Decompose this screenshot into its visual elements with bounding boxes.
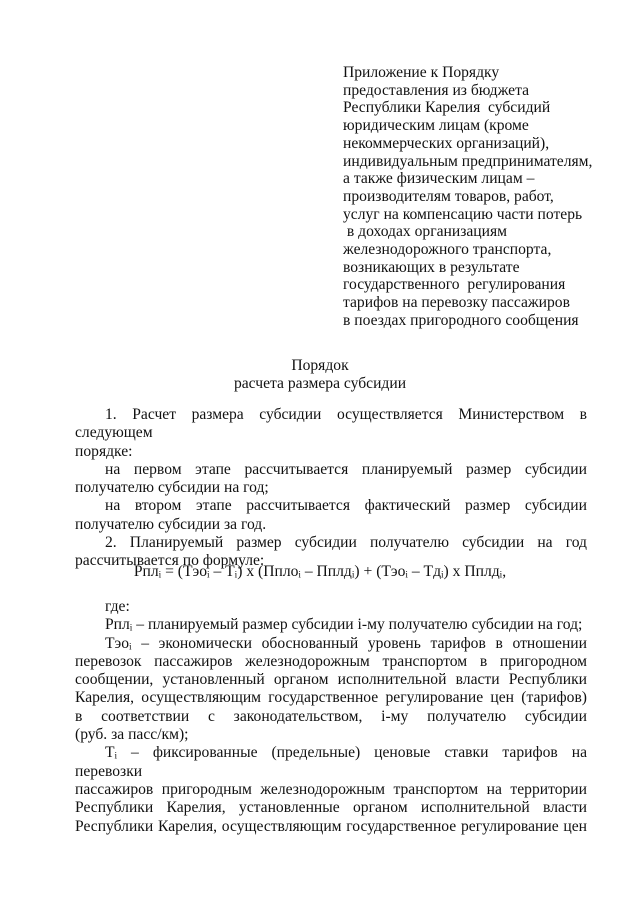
where-label: где: — [105, 598, 130, 615]
definition-t-line: Республики Карелия, установленные органом исполнительной власти — [75, 799, 587, 817]
appendix-line: производителям товаров, работ, — [343, 187, 554, 205]
definition-teo-line: (руб. за пасс/км); — [75, 726, 189, 744]
appendix-line: предоставления из бюджета — [343, 81, 529, 99]
paragraph-stage-1: на первом этапе рассчитывается планируемый размер субсидии — [105, 460, 587, 478]
definition-teo-line: сообщении, установленный органом исполнительной власти Республики — [75, 671, 587, 689]
appendix-line: юридическим лицам (кроме — [343, 117, 529, 135]
paragraph-stage-2-rest: получателю субсидии за год. — [75, 515, 267, 533]
appendix-line: услуг на компенсацию части потерь — [343, 205, 583, 223]
definition-t-line: Республики Карелия, осуществляющим государственное регулирование цен — [75, 817, 587, 835]
definition-teo: Тэоᵢ – экономически обоснованный уровень тарифов в отношении — [105, 634, 587, 652]
appendix-line: а также физическим лицам – — [343, 170, 535, 188]
definition-rpl: Рплᵢ – планируемый размер субсидии i-му получателю субсидии на год; — [105, 616, 583, 634]
definitions — [75, 598, 587, 836]
paragraph-1-line: 1. Расчет размера субсидии осуществляется Министерством в следующем — [75, 406, 587, 442]
document-subtitle: расчета размера субсидии — [233, 375, 407, 392]
section-procedure — [75, 406, 587, 571]
paragraph-stage-1-rest: получателю субсидии на год; — [75, 479, 269, 497]
formula: Рплᵢ = (Тэоᵢ – Тᵢ) х (Пплоᵢ – Пплдᵢ) + (Тэоᵢ – Тдᵢ) х Пплдᵢ, — [133, 563, 507, 580]
definition-teo-line: перевозок пассажиров железнодорожным транспортом в пригородном — [75, 652, 587, 670]
appendix-note — [343, 64, 623, 330]
paragraph-2-rest: рассчитывается по формуле: — [75, 552, 265, 570]
definition-teo-line: Карелия, осуществляющим государственное регулирование цен (тарифов) — [75, 689, 587, 707]
appendix-line: государственного регулирования — [343, 276, 566, 294]
appendix-line: железнодорожного транспорта, — [343, 241, 552, 259]
appendix-line: в доходах организациям — [343, 223, 508, 241]
paragraph-stage-2: на втором этапе рассчитывается фактический размер субсидии — [105, 497, 587, 515]
paragraph-1-rest: порядке: — [75, 442, 133, 460]
definition-t-line: пассажиров пригородным железнодорожным транспортом на территории — [75, 780, 587, 798]
appendix-line: индивидуальным предпринимателям, — [343, 152, 593, 170]
appendix-line: некоммерческих организаций), — [343, 134, 550, 152]
appendix-line: в поездах пригородного сообщения — [343, 311, 579, 329]
paragraph-2-line: 2. Планируемый размер субсидии получателю субсидии на год — [105, 534, 587, 552]
appendix-line: тарифов на перевозку пассажиров — [343, 294, 570, 312]
document-title: Порядок — [291, 357, 349, 374]
definition-t: Тᵢ – фиксированные (предельные) ценовые ставки тарифов на перевозки — [75, 744, 587, 780]
appendix-line: Приложение к Порядку — [343, 64, 500, 81]
definition-teo-line: в соответствии с законодательством, i-му получателю субсидии — [75, 707, 587, 725]
appendix-line: Республики Карелия субсидий — [343, 99, 551, 117]
appendix-line: возникающих в результате — [343, 258, 520, 276]
